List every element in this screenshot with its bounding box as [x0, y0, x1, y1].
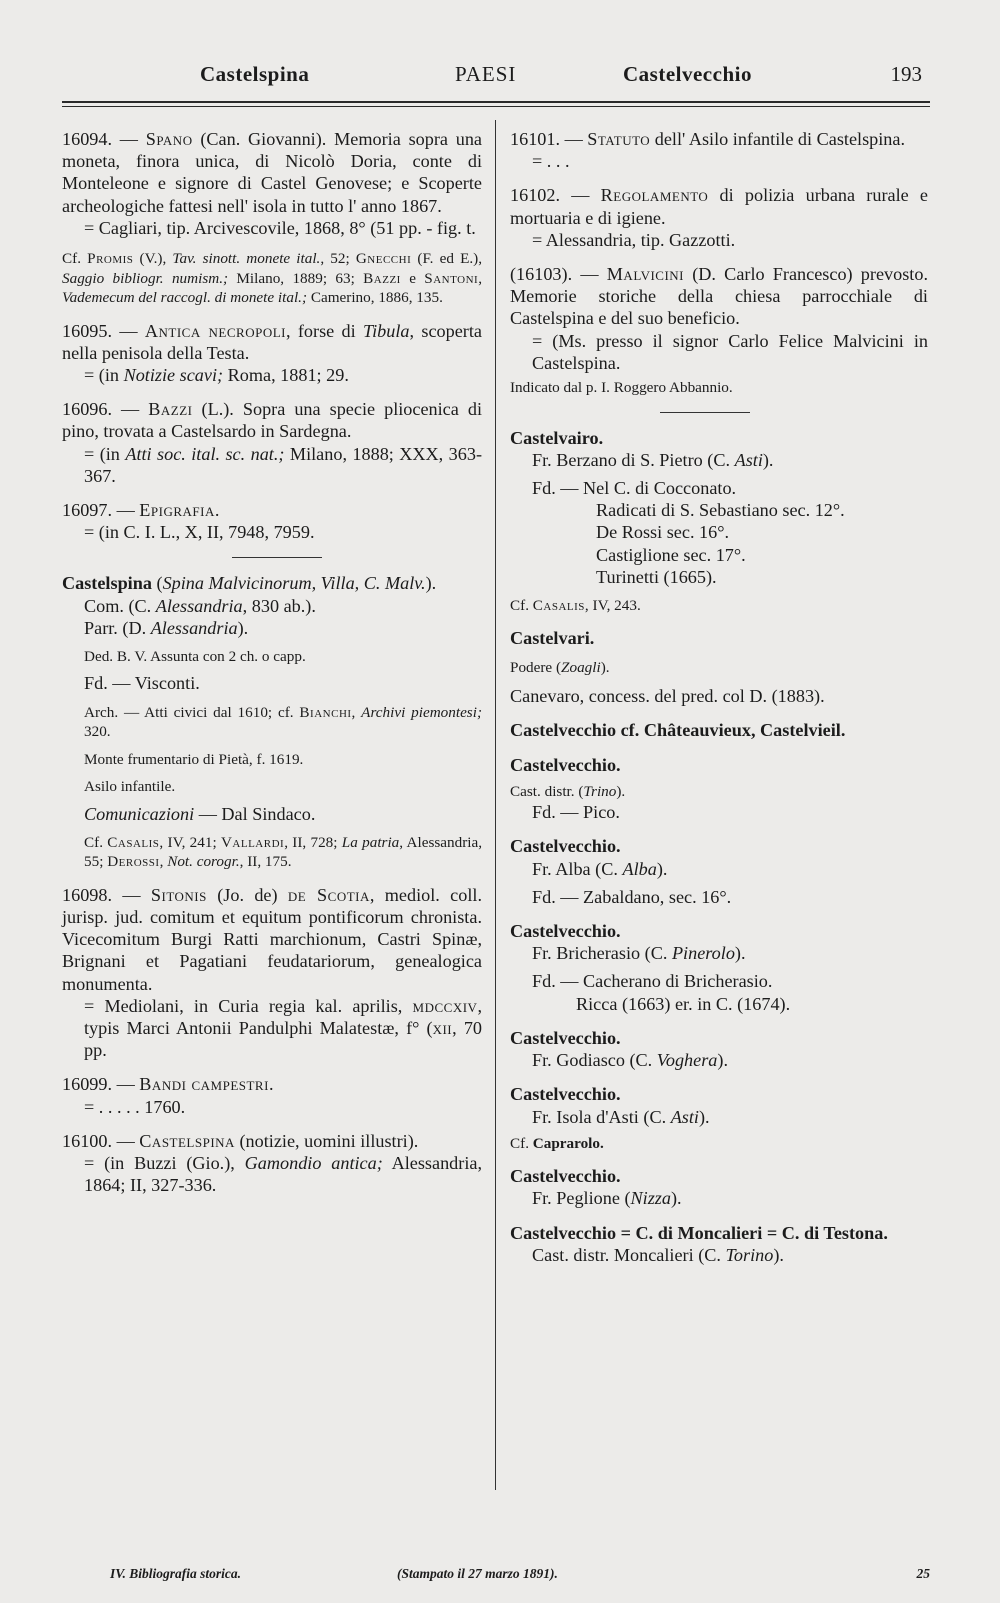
entry-title: Antica necropoli: [144, 320, 286, 341]
place-asilo: Asilo infantile.: [84, 778, 176, 796]
podere-text: ).: [600, 658, 610, 676]
entry-author: Spano: [145, 129, 193, 149]
pub-text: , typis Marci Antonii Pandulphi Malatestæ, f° (: [84, 995, 482, 1039]
ref-title: Vademecum del raccogl. di monete ital.;: [62, 289, 308, 307]
entry-number: 16094.: [62, 129, 113, 149]
ref-text: Cf.: [62, 250, 88, 268]
place-castelvecchio-6: [510, 1165, 928, 1209]
entry-text: 16099. — Bandi campestri.: [62, 1074, 274, 1095]
ref-text: ,: [478, 269, 482, 287]
entry-16098: [62, 884, 482, 1062]
fraction-text: ).: [717, 1050, 729, 1071]
entry-number: 16102.: [510, 185, 561, 206]
ref-text: , IV, 243.: [584, 596, 641, 614]
district-text: Cast. distr. (: [510, 782, 584, 800]
place-monte: Monte frumentario di Pietà, f. 1619.: [84, 750, 304, 768]
fraction-comune: Nizza: [630, 1188, 671, 1209]
feud-holder: Castiglione sec. 17°.: [596, 544, 746, 565]
fraction-comune: Asti: [734, 449, 763, 470]
place-crossref: Castelvecchio cf. Châteauvieux, Castelvieil.: [510, 720, 846, 741]
fraction-text: Fr. Alba (C.: [532, 858, 623, 879]
pub-pages: xii: [432, 1018, 453, 1039]
podere-comune: Zoagli: [561, 658, 601, 676]
header-rule-thick: [62, 101, 930, 103]
ref-text: , Alessandria, 55;: [84, 833, 483, 871]
entry-16094: [62, 128, 482, 308]
ref-author: Derossi: [107, 853, 160, 871]
district-text: ).: [773, 1244, 784, 1265]
pub-text: = (in: [84, 443, 126, 464]
entry-publication: [62, 364, 482, 386]
place-name: Castelspina: [62, 573, 152, 594]
place-district: [510, 782, 928, 802]
feud-holder: Ricca (1663) er. in C. (1674).: [576, 993, 791, 1014]
place-castelvecchio-4: [510, 1027, 928, 1071]
pub-journal: Atti soc. ital. sc. nat.;: [125, 443, 285, 464]
footer-print-date: (Stampato il 27 marzo 1891).: [397, 1566, 558, 1581]
place-district: [510, 1244, 928, 1266]
column-divider: [495, 120, 496, 1490]
entry-number: 16101.: [510, 129, 561, 149]
comm-text: — Dal Sindaco.: [194, 803, 316, 824]
ref-text: Camerino, 1886, 135.: [307, 289, 443, 307]
entry-number: (16103).: [510, 264, 573, 285]
entry-16102: [510, 184, 928, 251]
entry-text-part: , forse di: [285, 320, 364, 341]
place-name: Castelvecchio.: [510, 1027, 621, 1048]
entry-number: 16097.: [62, 499, 113, 520]
place-fraction: [510, 858, 928, 880]
place-concession: Canevaro, concess. del pred. col D. (1883).: [510, 686, 825, 707]
entry-subtitle: (notizie, uomini illustri).: [234, 1130, 419, 1151]
ref-author: Gnecchi: [355, 250, 412, 268]
left-column: [62, 128, 482, 1209]
pub-year: mdccxiv: [412, 995, 478, 1016]
place-feud: Fd. — Zabaldano, sec. 16°.: [532, 886, 732, 907]
entry-publication: = . . .: [532, 151, 570, 172]
place-reference: [510, 596, 928, 616]
ref-text: (F. ed E.),: [411, 250, 483, 268]
district-text: Cast. distr. Moncalieri (C.: [532, 1244, 726, 1265]
entry-author: Bazzi: [148, 399, 193, 420]
place-castelvecchio-1: [510, 754, 928, 824]
fraction-text: Fr. Peglione (: [532, 1188, 631, 1209]
place-castelspina: [62, 572, 482, 872]
ref-title: Tav. sinott. monete ital.: [172, 250, 321, 268]
entry-number: 16096.: [62, 399, 113, 420]
place-reference: [510, 1134, 928, 1154]
entry-publication: = Cagliari, tip. Arcivescovile, 1868, 8° (51 pp. - fig. t.: [84, 217, 476, 238]
entry-subtitle: dell' Asilo infantile di Castelspina.: [650, 129, 906, 149]
section-separator: [232, 557, 322, 558]
podere-text: Podere (: [510, 658, 562, 676]
ref-text: , IV, 241;: [159, 833, 221, 851]
ref-text: (V.),: [133, 250, 173, 268]
entry-text: 16100. — Castelspina (notizie, uomini illustri).: [62, 1130, 419, 1151]
entry-text: 16096. — Bazzi (L.). Sopra una specie pliocenica di pino, trovata a Castelsardo in Sardegna.: [62, 399, 483, 442]
place-fraction: [510, 942, 928, 964]
ref-place: Caprarolo.: [532, 1134, 604, 1152]
fraction-comune: Alba: [622, 858, 657, 879]
pub-title: Gamondio antica;: [244, 1153, 383, 1174]
pub-text: = (in Buzzi (Gio.),: [84, 1153, 245, 1174]
ref-title: Not. corogr.: [167, 853, 240, 871]
place-castelvecchio-5: [510, 1083, 928, 1153]
district-text: ).: [616, 782, 626, 800]
entry-author: Sitonis: [150, 884, 207, 905]
place-feud: Fd. — Visconti.: [84, 673, 200, 694]
place-podere: [510, 658, 928, 678]
comune-text: , 830 ab.).: [242, 595, 316, 616]
footer-section: IV. Bibliografia storica.: [110, 1566, 242, 1581]
place-feud: Fd. — Pico.: [532, 802, 620, 823]
place-name: Castelvecchio.: [510, 921, 621, 942]
place-castelvairo: [510, 427, 928, 616]
place-parish: [62, 617, 482, 639]
place-castelvecchio-2: [510, 835, 928, 908]
entry-number: 16100.: [62, 1130, 113, 1151]
ref-text: Cf.: [510, 1134, 533, 1152]
place-fraction: [510, 1049, 928, 1071]
ref-text: Milano, 1889; 63;: [228, 269, 364, 287]
entry-16095: [62, 320, 482, 387]
place-name: Castelvecchio.: [510, 1084, 621, 1105]
entry-title: Epigrafia: [139, 499, 215, 520]
ref-author: Vallardi: [220, 833, 285, 851]
fraction-comune: Asti: [670, 1106, 699, 1127]
place-comune: [62, 595, 482, 617]
pub-text: Alessandria, 1864; II, 327-336.: [84, 1153, 482, 1196]
parish-diocese: Alessandria: [150, 617, 238, 638]
entry-author: Malvicini: [606, 264, 685, 285]
fraction-text: Fr. Berzano di S. Pietro (C.: [532, 449, 735, 470]
entry-author-part: de Scotia: [287, 884, 370, 905]
entry-text-part: , scoperta nella penisola della Testa.: [62, 320, 482, 363]
place-castelvecchio-3: [510, 920, 928, 1015]
ref-author: Bazzi: [363, 269, 401, 287]
place-heading: Castelspina (Spina Malvicinorum, Villa, C. Malv.).: [62, 573, 437, 594]
pub-journal: Notizie scavi;: [123, 364, 224, 385]
district-comune: Trino: [583, 782, 617, 800]
entry-title: Statuto: [587, 129, 651, 149]
fraction-text: Fr. Isola d'Asti (C.: [532, 1106, 671, 1127]
entry-publication: = . . . . . 1760.: [84, 1096, 186, 1117]
comune-text: Com. (C.: [84, 595, 156, 616]
entry-publication: [62, 443, 482, 487]
place-feud: Fd. — Nel C. di Cocconato.: [532, 477, 737, 498]
entry-title: , mediol. coll. jurisp. jud. comitum et equitum pontificorum chronista. Vicecomitum Burgi Ratti marchionum, Castri Spinæ, Brignani et Pagatiani feudatariorum, genealogica monumenta.: [62, 884, 482, 994]
ref-author: Santoni: [424, 269, 479, 287]
ref-text: Cf.: [510, 596, 533, 614]
pub-text: = (in: [84, 364, 124, 385]
place-archives: [62, 703, 482, 742]
entry-number: 16099.: [62, 1074, 113, 1095]
entry-text: 16102. — Regolamento di polizia urbana rurale e mortuaria e di igiene.: [510, 185, 928, 228]
ref-author: Promis: [87, 250, 134, 268]
feud-holder: Radicati di S. Sebastiano sec. 12°.: [596, 500, 845, 521]
entry-16103: [510, 263, 928, 398]
comm-label: Comunicazioni: [84, 803, 195, 824]
entry-16096: [62, 398, 482, 487]
entry-note: Indicato dal p. I. Roggero Abbannio.: [510, 379, 733, 397]
entry-publication: = Alessandria, tip. Gazzotti.: [532, 229, 736, 250]
fraction-text: Fr. Bricherasio (C.: [532, 943, 672, 964]
ref-text: Cf.: [84, 833, 108, 851]
entry-number: 16095.: [62, 320, 113, 341]
place-name: Castelvari.: [510, 628, 595, 649]
arch-text: Arch. — Atti civici dal 1610; cf.: [84, 703, 300, 721]
place-name: Castelvairo.: [510, 427, 604, 448]
fraction-text: ).: [656, 858, 668, 879]
place-feud: Fd. — Cacherano di Bricherasio.: [532, 971, 773, 992]
ref-text: , II, 728;: [284, 833, 342, 851]
place-references: [62, 833, 482, 872]
pub-text: , 70 pp.: [84, 1018, 483, 1061]
entry-publication: = (Ms. presso il signor Carlo Felice Malvicini in Castelspina.: [532, 330, 928, 373]
entry-subtitle: di polizia urbana rurale e mortuaria e di igiene.: [510, 185, 928, 228]
arch-title: Archivi piemontesi;: [361, 703, 482, 721]
entry-text: (16103). — Malvicini (D. Carlo Francesco) prevosto. Memorie storiche della chiesa parrocchiale di Castelspina e del suo beneficio.: [510, 264, 928, 329]
section-separator: [660, 412, 750, 413]
entry-16100: [62, 1130, 482, 1197]
header-section: PAESI: [455, 62, 517, 86]
place-name: Castelvecchio.: [510, 1166, 621, 1187]
place-castelvari: [510, 627, 928, 707]
place-fraction: [510, 1187, 928, 1209]
entry-title: (L.). Sopra una specie pliocenica di pino, trovata a Castelsardo in Sardegna.: [62, 399, 483, 442]
parish-text: Parr. (D.: [84, 617, 151, 638]
entry-text: 16098. — Sitonis (Jo. de) de Scotia, mediol. coll. jurisp. jud. comitum et equitum pontificorum chronista. Vicecomitum Burgi Ratti marchionum, Castri Spinæ, Brignani et Pagatiani feudatariorum, genealogica monumenta.: [62, 884, 482, 994]
comune-province: Alessandria: [155, 595, 243, 616]
ref-text: e: [400, 269, 425, 287]
parish-text: ).: [237, 617, 249, 638]
feud-holder: Turinetti (1665).: [596, 566, 717, 587]
fraction-comune: Voghera: [656, 1050, 718, 1071]
place-fraction: [510, 1106, 928, 1128]
fraction-text: Fr. Godiasco (C.: [532, 1050, 657, 1071]
ref-text: , II, 175.: [239, 853, 292, 871]
entry-reference: [62, 249, 482, 308]
arch-text: ,: [351, 703, 362, 721]
ref-author: Casalis: [532, 596, 585, 614]
ref-text: ,: [159, 853, 168, 871]
entry-text: 16097. — Epigrafia.: [62, 499, 220, 520]
ref-text: , 52;: [320, 250, 356, 268]
place-castelvecchio-7: [510, 1222, 928, 1266]
entry-title: Bandi campestri: [139, 1074, 269, 1095]
entry-number: 16098.: [62, 884, 113, 905]
place-variants: Spina Malvicinorum, Villa, C. Malv.: [162, 573, 426, 594]
entry-text: 16094. — Spano (Can. Giovanni). Memoria sopra una moneta, finora unica, di Nicolò Doria, conte di Monteleone e signore di Castel Genovese; e Scoperte archeologiche fattesi nell' isola in tutto l' anno 1867.: [62, 129, 483, 216]
entry-place-italic: Tibula: [363, 320, 410, 341]
arch-author: Bianchi: [299, 703, 352, 721]
entry-publication: [62, 1152, 482, 1196]
district-comune: Torino: [725, 1244, 774, 1265]
ref-title: Saggio bibliogr. numism.;: [62, 269, 229, 287]
entry-text: 16095. — Antica necropoli, forse di Tibula, scoperta nella penisola della Testa.: [62, 320, 482, 363]
entry-title: (Can. Giovanni). Memoria sopra una moneta, finora unica, di Nicolò Doria, conte di Monteleone e signore di Castel Genovese; e Scoperte archeologiche fattesi nell' isola in tutto l' anno 1867.: [62, 129, 483, 216]
fraction-text: ).: [698, 1106, 710, 1127]
entry-title: Castelspina: [139, 1130, 235, 1151]
place-name: Castelvecchio.: [510, 836, 621, 857]
place-fraction: [510, 449, 928, 471]
header-rule-thin: [62, 106, 930, 107]
ref-author: Casalis: [107, 833, 160, 851]
place-name: Castelvecchio.: [510, 754, 621, 775]
header-right-title: Castelvecchio: [623, 62, 752, 86]
place-dedication: Ded. B. V. Assunta con 2 ch. o capp.: [84, 647, 306, 665]
fraction-text: ).: [670, 1188, 682, 1209]
entry-text: 16101. — Statuto dell' Asilo infantile di Castelspina.: [510, 129, 906, 149]
running-header: [60, 62, 930, 92]
page-number: 193: [890, 62, 922, 86]
entry-publication: = (in C. I. L., X, II, 7948, 7959.: [84, 522, 315, 543]
entry-16099: [62, 1073, 482, 1117]
fraction-text: ).: [762, 449, 774, 470]
entry-text-part: (Jo. de): [206, 884, 288, 905]
pub-text: Milano, 1888; XXX, 363-367.: [84, 443, 482, 486]
place-communications: [62, 803, 482, 825]
entry-16101: [510, 128, 928, 172]
ref-title: La patria: [341, 833, 400, 851]
pub-text: = Mediolani, in Curia regia kal. aprilis,: [84, 995, 413, 1016]
fraction-comune: Pinerolo: [671, 943, 735, 964]
entry-publication: [62, 995, 482, 1062]
entry-title: Regolamento: [600, 185, 709, 206]
header-left-title: Castelspina: [200, 62, 310, 86]
footer-signature: 25: [916, 1566, 930, 1581]
fraction-text: ).: [734, 943, 746, 964]
entry-title: (D. Carlo Francesco) prevosto. Memorie storiche della chiesa parrocchiale di Castelspina e del suo beneficio.: [510, 264, 928, 329]
place-name: Castelvecchio = C. di Moncalieri = C. di Testona.: [510, 1222, 888, 1243]
right-column: [510, 128, 928, 1278]
feud-holder: De Rossi sec. 16°.: [596, 522, 730, 543]
pub-text: Roma, 1881; 29.: [223, 364, 349, 385]
entry-16097: [62, 499, 482, 543]
arch-text: 320.: [84, 723, 111, 741]
